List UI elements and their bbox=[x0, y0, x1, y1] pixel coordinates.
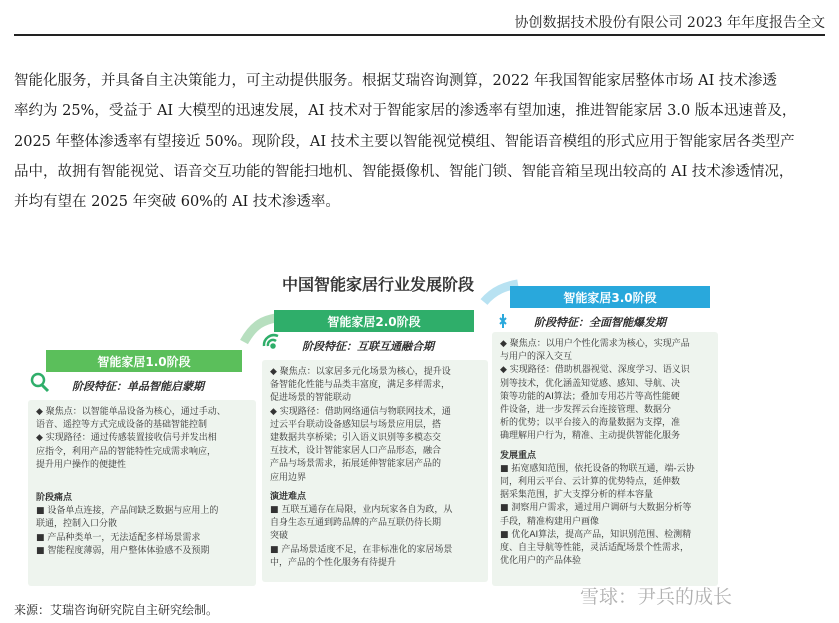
stage-3-pain: 优化用户的产品体验 bbox=[500, 556, 582, 567]
stage-1-line: 语音、遥控等方式完成设备的基础智能控制 bbox=[36, 420, 208, 431]
stage-2-line: 建数据共享桥梁；引入语义识别等多模态交 bbox=[270, 433, 442, 444]
stage-3-line: 与用户的深入交互 bbox=[500, 352, 573, 363]
stage-1-line: ◆ 聚焦点：以智能单品设备为核心，通过手动、 bbox=[36, 407, 226, 417]
stage-1-section-title: 阶段痛点 bbox=[36, 493, 73, 504]
stage-2-panel bbox=[262, 360, 488, 582]
stage-2-pain: 中，产品的个性化服务有待提升 bbox=[270, 557, 397, 568]
stage-2-section-title: 演进难点 bbox=[270, 491, 307, 502]
stage-2-label: 智能家居2.0阶段 bbox=[327, 315, 421, 329]
report-header-title: 协创数据技术股份有限公司 2023 年年度报告全文 bbox=[514, 15, 825, 31]
stage-1-line: 提升用户操作的便捷性 bbox=[36, 459, 127, 470]
stage-3-line: 析的优势；以平台接入的海量数据为支撑，准 bbox=[500, 418, 681, 429]
stage-3-line: 策等功能的AI算法；叠加专用芯片等高性能硬 bbox=[500, 391, 680, 402]
stage-1-pain: ■ 产品种类单一，无法适配多样场景需求 bbox=[36, 532, 201, 543]
stage-2-pain: ■ 互联互通存在局限，业内玩家各自为政，从 bbox=[270, 505, 453, 516]
paragraph-line: 智能化服务，并具备自主决策能力，可主动提供服务。根据艾瑞咨询测算，2022 年我国智能家居整体市场 AI 技术渗透 bbox=[14, 73, 777, 89]
stage-3-pain: 据采集范围，扩大支撑分析的样本容量 bbox=[500, 490, 654, 501]
stage-2-line: ◆ 实现路径：借助网络通信与物联网技术，通 bbox=[270, 406, 451, 417]
figure-title: 中国智能家居行业发展阶段 bbox=[282, 275, 475, 294]
paragraph-line: 并均有望在 2025 年突破 60%的 AI 技术渗透率。 bbox=[14, 194, 340, 211]
stage-3-pain: ■ 优化AI算法，提高产品，知识别范围、检测精 bbox=[500, 529, 692, 540]
watermark-text: 雪球：尹兵的成长 bbox=[580, 586, 733, 608]
stage-2-feature: 阶段特征：互联互通融合期 bbox=[302, 340, 434, 353]
stage-1-feature: 阶段特征：单品智能启蒙期 bbox=[72, 380, 204, 393]
stage-3-panel bbox=[492, 332, 718, 586]
header-rule bbox=[14, 34, 825, 36]
stage-3-line: ◆ 聚焦点：以用户个性化需求为核心，实现产品 bbox=[500, 339, 690, 349]
stage-2-line: 互技术，设计智能家居人口产品形态，融合 bbox=[270, 446, 442, 457]
stage-3-line: 别等技术，优化涵盖知觉感、感知、导航、决 bbox=[500, 378, 681, 389]
paragraph-line: 率约为 25%，受益于 AI 大模型的迅速发展，AI 技术对于智能家居的渗透率有望加速，推进智能家居 3.0 版本迅速普及， bbox=[14, 103, 797, 120]
stage-3-section-title: 发展重点 bbox=[500, 450, 537, 461]
development-stages-figure bbox=[14, 262, 826, 588]
stage-3-pain: 度、自主导航等性能，灵活适配场景个性需求， bbox=[500, 543, 690, 554]
stage-3-feature: 阶段特征：全面智能爆发期 bbox=[534, 316, 666, 329]
magnifier-icon bbox=[32, 374, 48, 391]
paragraph-line: 2025 年整体渗透率有望接近 50%。现阶段，AI 技术主要以智能视觉模组、智能语音模组的形式应用于智能家居各类型产 bbox=[14, 133, 795, 150]
stage-1-panel bbox=[28, 400, 256, 586]
stage-2-line: 产品与场景需求，拓展延伸智能家居产品的 bbox=[270, 459, 442, 470]
stage-3-pain: 同，利用云平台、云计算的优势特点，延伸数 bbox=[500, 477, 681, 488]
stage-1-pain: ■ 智能程度薄弱，用户整体体验感不及预期 bbox=[36, 545, 210, 556]
stage-3-pain: ■ 洞察用户需求，通过用户调研与大数据分析等 bbox=[500, 503, 692, 514]
stage-3-pain: ■ 拓宽感知范围，依托设备的物联互通，端-云协 bbox=[500, 463, 695, 474]
stage-1-pain: 联通，控制入口分散 bbox=[36, 519, 118, 530]
step-arrow-1 bbox=[244, 318, 276, 342]
stage-2-line: 促进场景的智能联动 bbox=[270, 393, 352, 404]
stage-2-line: 备智能化性能与品类丰富度，满足多样需求， bbox=[270, 380, 451, 391]
sparkle-icon bbox=[500, 314, 506, 328]
stage-1-label: 智能家居1.0阶段 bbox=[97, 355, 191, 369]
stage-1-line: 应指令，利用产品的智能特性完成需求响应， bbox=[36, 446, 217, 457]
body-paragraph bbox=[14, 66, 826, 217]
stage-3-line: ◆ 实现路径：借助机器视觉、深度学习、语义识 bbox=[500, 365, 690, 376]
stage-1-line: ◆ 实现路径：通过传感装置接收信号并发出相 bbox=[36, 433, 217, 444]
paragraph-line: 品中，故拥有智能视觉、语音交互功能的智能扫地机、智能摄像机、智能门锁、智能音箱呈现出较高的 AI 技术渗透情况， bbox=[14, 163, 794, 180]
stage-2-pain: 自身生态互通到跨品牌的产品互联仍待长期 bbox=[270, 518, 442, 529]
stage-2-line: ◆ 聚焦点：以家居多元化场景为核心，提升设 bbox=[270, 367, 451, 377]
stage-1-pain: ■ 设备单点连接，产品间缺乏数据与应用上的 bbox=[36, 506, 219, 517]
wifi-icon bbox=[264, 335, 278, 347]
stage-2-line: 过云平台联动设备感知层与场景应用层，搭 bbox=[270, 419, 442, 430]
stage-2-pain: 突破 bbox=[270, 531, 289, 542]
stage-2-pain: ■ 产品场景适度不足，在非标准化的家居场景 bbox=[270, 544, 453, 555]
stage-3-line: 确理解用户行为，精准、主动提供智能化服务 bbox=[500, 431, 681, 442]
stage-3-label: 智能家居3.0阶段 bbox=[563, 291, 657, 305]
stage-2-line: 应用边界 bbox=[270, 472, 307, 483]
figure-source-note: 来源：艾瑞咨询研究院自主研究绘制。 bbox=[14, 603, 219, 617]
stage-3-pain: 手段，精准构建用户画像 bbox=[500, 516, 600, 527]
stage-3-line: 件设备，进一步发挥云台连接管理、数据分 bbox=[500, 405, 672, 416]
